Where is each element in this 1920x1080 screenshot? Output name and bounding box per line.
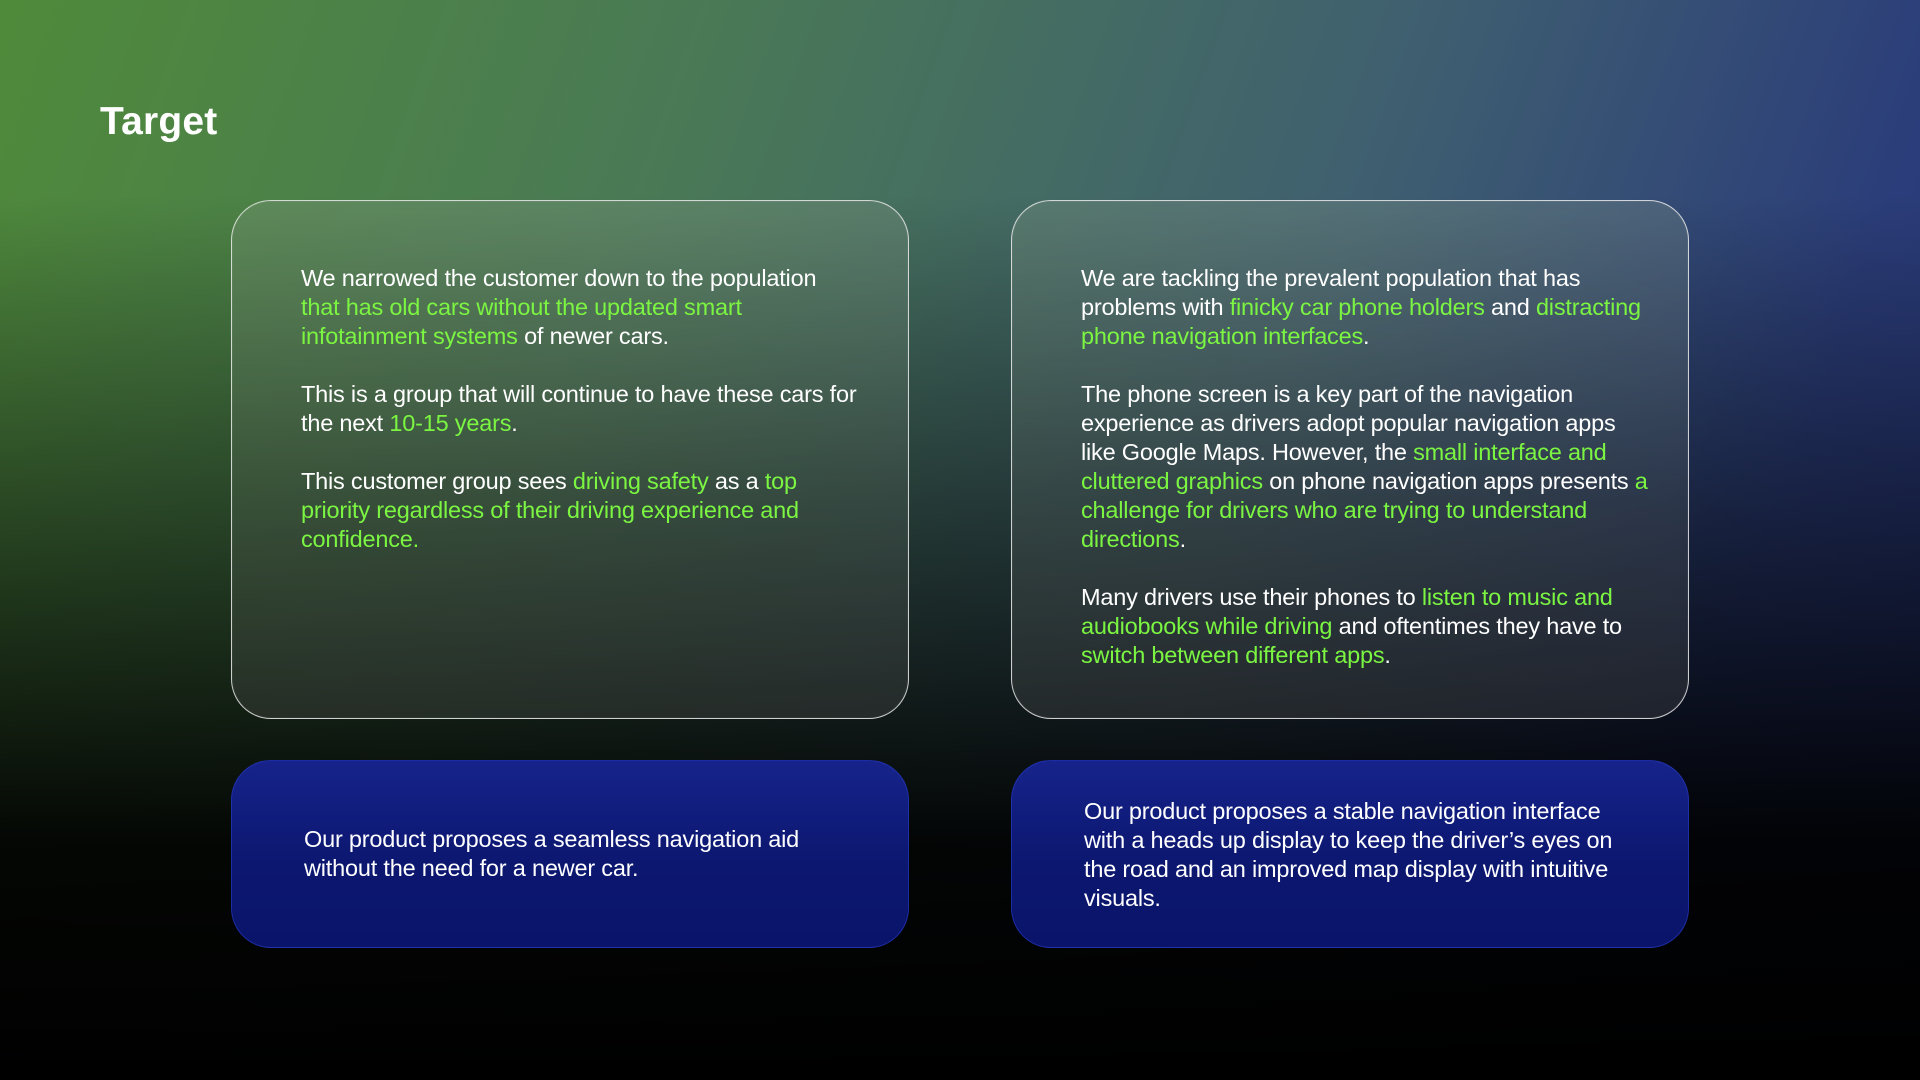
- problem-paragraph-3: [1081, 583, 1656, 670]
- customer-profile-text: [301, 264, 861, 583]
- customer-paragraph-1: [301, 264, 861, 351]
- text-span: We narrowed the customer down to the population: [301, 265, 817, 291]
- highlight-span: distracting phone navigation interfaces: [1081, 294, 1641, 349]
- highlight-span: small interface and cluttered graphics: [1081, 439, 1607, 494]
- highlight-span: 10-15 years: [389, 410, 512, 436]
- text-span: on phone navigation apps presents: [1262, 468, 1635, 494]
- text-span: and: [1484, 294, 1536, 320]
- text-span: Many drivers use their phones to: [1081, 584, 1422, 610]
- highlight-span: finicky car phone holders: [1229, 294, 1485, 320]
- problem-paragraph-2: [1081, 380, 1656, 554]
- product-solution-text-right: Our product proposes a stable navigation interface with a heads up display to keep the driver’s eyes on the road and an improved map display with intuitive visuals.: [1084, 798, 1613, 911]
- customer-paragraph-2: [301, 380, 861, 438]
- highlight-span: driving safety: [572, 468, 709, 494]
- page-title: Target: [100, 100, 218, 143]
- product-solution-card-right: [1011, 760, 1689, 948]
- text-span: .: [1384, 642, 1391, 668]
- problem-card: [1011, 200, 1689, 719]
- problem-text: [1081, 264, 1656, 699]
- text-span: This customer group sees: [301, 468, 573, 494]
- text-span: of newer cars.: [517, 323, 669, 349]
- product-solution-text-left: Our product proposes a seamless navigation aid without the need for a newer car.: [304, 826, 800, 881]
- product-solution-card-left: [231, 760, 909, 948]
- text-span: as a: [708, 468, 765, 494]
- customer-paragraph-3: [301, 467, 861, 554]
- problem-paragraph-1: [1081, 264, 1656, 351]
- highlight-span: listen to music and audiobooks while driving: [1081, 584, 1613, 639]
- text-span: .: [1363, 323, 1370, 349]
- highlight-span: that has old cars without the updated smart infotainment systems: [301, 294, 742, 349]
- highlight-span: top priority regardless of their driving experience and confidence.: [301, 468, 799, 552]
- customer-profile-card: [231, 200, 909, 719]
- text-span: This is a group that will continue to have these cars for the next: [301, 381, 857, 436]
- text-span: The phone screen is a key part of the navigation experience as drivers adopt popular navigation apps like Google Maps. However, the: [1081, 381, 1616, 465]
- highlight-span: switch between different apps: [1081, 642, 1385, 668]
- text-span: .: [511, 410, 518, 436]
- text-span: and oftentimes they have to: [1332, 613, 1622, 639]
- highlight-span: a challenge for drivers who are trying to understand directions: [1081, 468, 1648, 552]
- text-span: .: [1179, 526, 1186, 552]
- text-span: We are tackling the prevalent population that has problems with: [1081, 265, 1581, 320]
